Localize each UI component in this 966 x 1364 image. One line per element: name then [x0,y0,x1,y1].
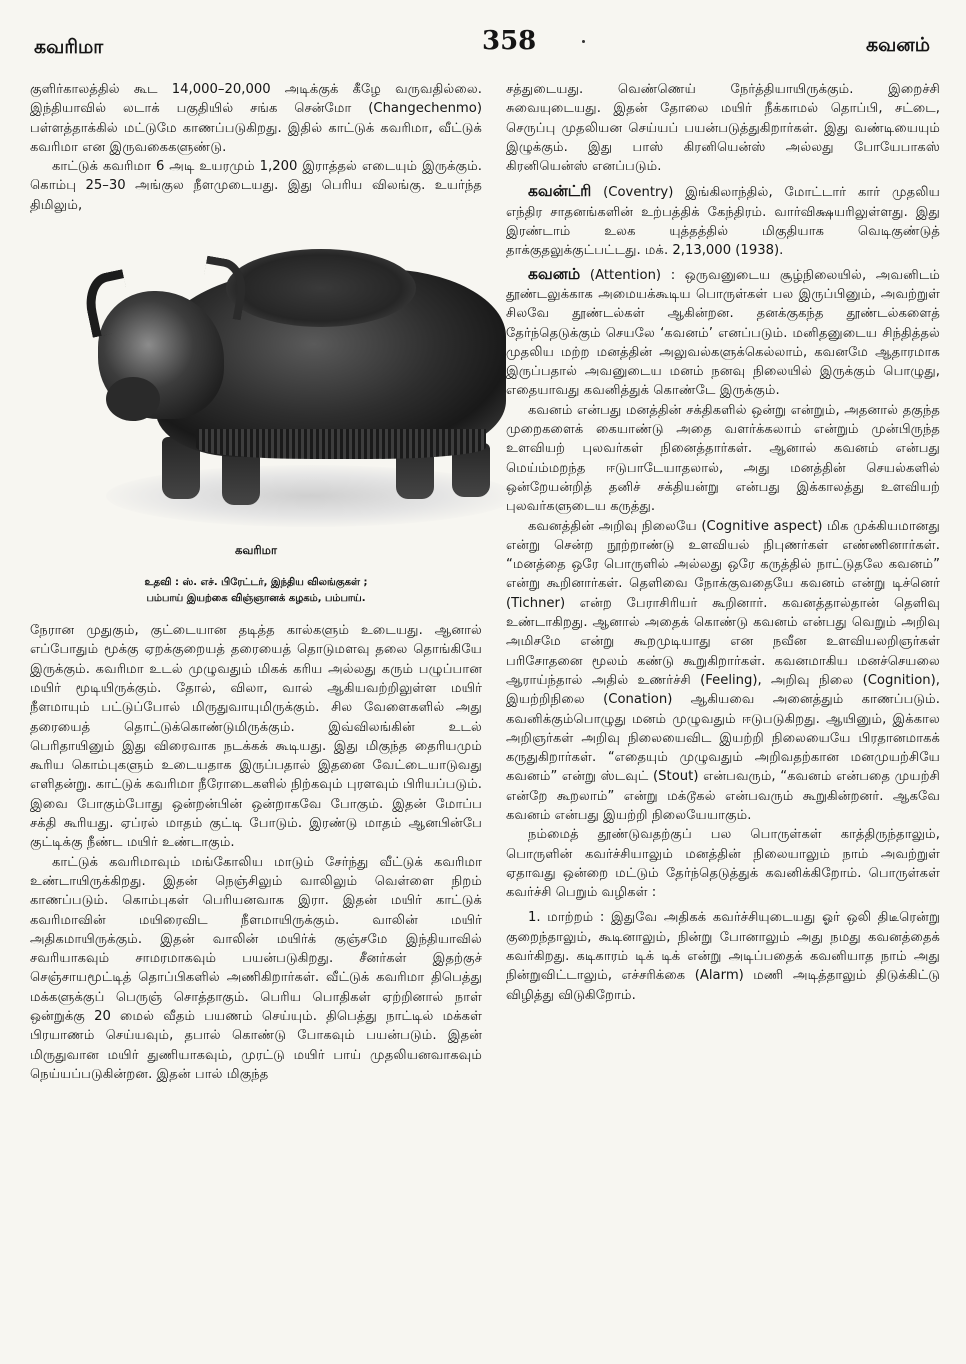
yak-continuation: சத்துடையது. வெண்ணெய் நேர்த்தியாயிருக்கும். இறைச்சி சுவையுடையது. இதன் தோலை மயிர் நீக்காமல் தொப்பி, சட்டை, செருப்பு முதலியன செய்யப் பயன்படுத்துகிறார்கள். இது வண்டியையும் இழுக்கும். இது பாஸ் கிரனியென்ஸ் அல்லது போயேபாகஸ் கிரனியென்ஸ் எனப்படும். [506,82,940,175]
figure-credit-line: பம்பாய் இயற்கை விஞ்ஞானக் கழகம், பம்பாய். [146,593,366,605]
yak-hump [226,249,416,327]
left-column [30,80,482,1084]
yak-paragraph-2: காட்டுக் கவரிமா 6 அடி உயரமும் 1,200 இராத்தல் எடையும் இருக்கும். கொம்பு 25–30 அங்குல நீளமுடையது. இது பெரிய விலங்கு. உயர்ந்த திமிலும், [30,159,482,213]
running-head-right: கவனம் [865,34,930,56]
numbered-item-change: 1. மாற்றம் : இதுவே அதிகக் கவர்ச்சியுடையது ஓர் ஒலி திடீரென்று குறைந்தாலும், கூடினாலும், நின்று போனாலும் அது நமது கவனத்தைக் கவர்கிறது. கடிகாரம் டிக் டிக் என்று அடிப்பதைக் கவனியாத நாம் அது நின்றுவிட்டாலும், எச்சரிக்கை (Alarm) மணி அடித்தாலும் திடுக்கிட்டு விழித்து விடுகிறோம். [506,910,940,1003]
yak-paragraph-3: நேரான முதுகும், குட்டையான தடித்த கால்களும் உடையது. ஆனால் எப்போதும் மூக்கு ஏறக்குறையத் தரையைத் தொடுமளவு தலை தொங்கியே இருக்கும். கவரிமா உடல் முழுவதும் மிகக் கரிய அல்லது கரும் பழுப்பான மயிர் மூடியிருக்கும். தோல், விலா, வால் ஆகியவற்றிலுள்ள மயிர் நீளமாயும் பட்டுப்போல் மிருதுவாயுமிருக்கும். சில வேளைகளில் அது தரையைத் தொட்டுக்கொண்டுமிருக்கும். இவ்விலங்கின் உடல் பெரிதாயினும் இது விரைவாக நடக்கக் கூடியது. இது மிகுந்த தைரியமும் கூரிய கொம்புகளும் உடையதாக இருப்பதால் இதனை வேட்டையாடுவது எளிதன்று. காட்டுக் கவரிமா நீரோடைகளில் நிற்கவும் புரளவும் பிரியப்படும். இவை போகும்போது ஒன்றன்பின் ஒன்றாகவே போகும். இதன் மோப்ப சக்தி கூரியது. ஏப்ரல் மாதம் குட்டி போடும். இரண்டு மாதம் ஆனபின்பே குட்டிக்கு நீண்ட மயிர் உண்டாகும். [30,623,482,851]
page-header [30,20,936,64]
yak-figure [30,229,482,621]
yak-muzzle [106,377,160,421]
yak-horn [80,269,135,338]
entry-coventry [506,182,940,260]
yak-paragraph-1: குளிர்காலத்தில் கூட 14,000–20,000 அடிக்குக் கீழே வருவதில்லை. இந்தியாவில் லடாக் பகுதியில் சங்க சென்மோ (Changechenmo) பள்ளத்தாக்கில் மட்டுமே காணப்படுகிறது. இதில் காட்டுக் கவரிமா, வீட்டுக் கவரிமா என இருவகைகளுண்டு. [30,82,482,155]
yak-illustration [46,229,486,521]
figure-credit-line: உதவி : ஸ். எச். பிரேட்டர், இந்திய விலங்குகள் ; [144,577,368,589]
running-head-left: கவரிமா [34,36,104,58]
entry-attention [506,265,940,401]
yak-paragraph-4: காட்டுக் கவரிமாவும் மங்கோலிய மாடும் சேர்ந்து வீட்டுக் கவரிமா உண்டாயிருக்கிறது. இதன் நெஞ்சிலும் வாலிலும் வெள்ளை நிறம் காணப்படும். கொம்புகள் பெரியனவாக இரா. இதன் மயிர் காட்டுக் கவரிமாவின் மயிரைவிட நீளமாயிருக்கும். வாலின் மயிர் அதிகமாயிருக்கும். இதன் வாலின் மயிர்க் குஞ்சமே இந்தியாவில் சவரியாகவும் சாமரமாகவும் பயன்படுகிறது. சீனர்கள் இதற்குச் செஞ்சாயமூட்டித் தொப்பிகளில் அணிகிறார்கள். வீட்டுக் கவரிமா திபெத்து மக்களுக்குப் பெருஞ் சொத்தாகும். பெரிய பொதிகள் ஏற்றினால் நாள் ஒன்றுக்கு 20 மைல் வீதம் பயணம் செய்யும். திபெத்து நாட்டில் மக்கள் பிரயாணம் செய்யவும், தபால் கொண்டு போகவும் பயன்படும். இதன் மிருதுவான மயிர் துணியாகவும், முரட்டு மயிர் பாய் முதலியனவாகவும் நெய்யப்படுகின்றன. இதன் பால் மிகுந்த [30,854,482,1082]
attention-paragraph-2: கவனத்தின் அறிவு நிலையே (Cognitive aspect) மிக முக்கியமானது என்று சென்ற நூற்றாண்டு உளவியல் நிபுணர்கள் எண்ணினார்கள். “மனத்தை ஒரே பொருளில் அல்லது ஒரே கருத்தில் நாட்டுதலே கவனம்” என்று கூறினார்கள். தெளிவை நோக்குவதையே கவனம் என்று டிச்னெர் (Tichner) என்ற பேராசிரியர் கூறினார். கவனத்தால்தான் தெளிவு உண்டாகிறது. ஆனால் அதைக் கொண்டு கவனம் என்பது வெறும் அறிவு அமிசமே என்று கூறமுடியாது என நவீன உளவியலறிஞர்கள் பரிசோதனை மூலம் கண்டு கூறுகிறார்கள். கவனமாகிய மனச்செயலை ஆராய்ந்தால் அதில் உணர்ச்சி (Feeling), அறிவு நிலை (Cognition), இயற்றிநிலை (Conation) ஆகியவை அனைத்தும் காணப்படும். கவனிக்கும்பொழுது மனம் முழுவதும் ஈடுபடுகிறது. ஆயினும், இக்கால அறிஞர்கள் அறிவு நிலையைவிட இயற்றி நிலையையே பிரதானமாகக் கருதுகிறார்கள். “எதையும் முழுவதும் அறிவதற்கான மனமுயற்சியே கவனம்” என்று ஸ்டவுட் (Stout) என்பவரும், “கவனம் என்பதை முயற்சி என்றே கூறலாம்” என்று மக்டூகல் என்பவரும் கூறுகின்றனர். ஆகவே கவனம் என்பது இயற்றி நிலையேயாகும். [506,518,940,823]
entry-text: (Coventry) இங்கிலாந்தில், மோட்டார் கார் முதலிய எந்திர சாதனங்களின் உற்பத்திக் கேந்திரம். வார்விக்ஷயரிலுள்ளது. இது இரண்டாம் உலக யுத்தத்தில் மிகுதியாக வெடிகுண்டுத் தாக்குதலுக்குட்பட்டது. மக். 2,13,000 (1938). [506,185,940,259]
figure-credit [30,575,482,607]
entry-headword: கவனம் [528,264,581,283]
page-number: 358 [482,26,537,56]
right-column [506,80,940,1005]
attention-paragraph-3: நம்மைத் தூண்டுவதற்குப் பல பொருள்கள் காத்திருந்தாலும், பொருளின் கவர்ச்சியாலும் மனத்தின் நிலையாலும் நாம் அவற்றுள் ஏதாவது ஒன்றை மட்டும் தேர்ந்தெடுத்துக் கவனிக்கிறோம். பொருள்கள் கவர்ச்சி பெறும் வழிகள் : [506,827,940,901]
figure-caption: கவரிமா [235,543,277,558]
yak-hair-fringe [196,429,486,459]
attention-paragraph-1: கவனம் என்பது மனத்தின் சக்திகளில் ஒன்று என்றும், அதனால் தகுந்த முறைகளைக் கையாண்டு அதை வளர்க்கலாம் என்றும் முன்பிருந்த உளவியற் புலவர்கள் நினைத்தார்கள். ஆனால் கவனம் என்பது மெய்ம்மறந்த ஈடுபாடேயாதலால், அது மனத்தின் செயல்களில் ஒன்றேயன்றித் தனிச் சக்தியன்று என்பது இக்காலத்து உளவியற் புலவர்களுடைய கருத்து. [506,402,940,515]
entry-headword: கவன்ட்ரி [528,182,592,201]
entry-text: (Attention) : ஒருவனுடைய சூழ்நிலையில், அவனிடம் தூண்டலுக்காக அமையக்கூடிய பொருள்கள் பல இருப்பினும், அவற்றுள் சிலவே தூண்டல்கள் ஆகின்றன. தனக்குகந்த தூண்டல்களைத் தேர்ந்தெடுக்கும் செயலே ‘கவனம்’ எனப்படும். மனிதனுடைய சிந்தித்தல் முதலிய மற்ற மனத்தின் அலுவல்களுக்கெல்லாம், கவனமே ஆதாரமாக இருப்பதால் அவனுடைய மனம் நனவு நிலையில் இருக்கும் பொழுது, எதையாவது கவனித்துக் கொண்டே இருக்கும். [506,267,940,399]
print-dot [582,40,585,43]
